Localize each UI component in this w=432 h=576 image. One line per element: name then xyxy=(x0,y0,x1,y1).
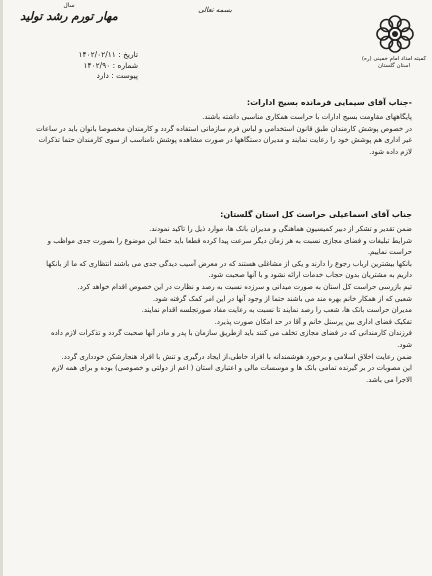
section2-paragraph: تفکیک فضای اداری بین پرسنل خانم و آقا در حد امکان صورت پذیرد. xyxy=(214,317,412,326)
section1-paragraph: پایگاههای مقاومت بسیج ادارات با حراست همکاری مناسبی داشته باشند. xyxy=(202,113,412,121)
section2-paragraph: مدیران حراست بانک ها، شعب را رصد نمایند تا نسبت به رعایت مفاد صورتجلسه اقدام نمایند. xyxy=(141,306,412,315)
section2-paragraph: ضمن رعایت اخلاق اسلامی و برخورد هوشمندانه با افراد خاطی،از ایجاد درگیری و تنش با افراد هنجارشکن خودداری گردد. xyxy=(61,352,412,361)
section2-paragraph: ضمن تقدیر و تشکر از دبیر کمیسیون هماهنگی و مدیران بانک ها، موارد ذیل را تاکید نمودند. xyxy=(149,225,412,233)
slogan-year-label: سال xyxy=(63,2,75,9)
section2-body xyxy=(36,224,412,386)
organization-name: کمیته امداد امام خمینی (ره) استان گلستان xyxy=(361,56,427,69)
section2-paragraph: شرایط تبلیغات و فضای مجازی نسبت به هر زمان دیگر سرعت پیدا کرده قطعا باید حتما این موضوع را بصورت جدی مواظب و حراست نماییم. xyxy=(47,236,412,257)
section2-paragraph: فرزندان کارمندانی که در فضای مجازی تخلف می کنند باید ازطریق سازمان با پدر و مادر آنها صحبت گردد و تذکرات لازم داده شود. xyxy=(51,329,412,349)
section2-heading: جناب آقای اسماعیلی حراست کل استان گلستان: xyxy=(220,210,412,219)
year-slogan xyxy=(10,2,128,40)
section2-paragraph: بانکها بیشترین ارباب رجوع را دارند و یکی از مشاغلی هستند که در معرض آسیب دیدگی جدی می باشند انتظاری که ما از بانکها داریم به مشتریان بدون حجاب خدمات ارائه نشود و با آنها صحبت شود. xyxy=(46,259,412,280)
letter-number: شماره : ۱۴۰۲/۹۰ xyxy=(83,60,138,70)
page-edge xyxy=(0,0,3,576)
slogan-text: مهار تورم رشد تولید xyxy=(20,9,118,23)
basmala: بسمه تعالی xyxy=(198,6,232,14)
section2-paragraph: این مصوبات در بر گیرنده تمامی بانک ها و موسسات مالی و اعتباری استان ( اعم از دولتی و خصوصی) بوده و برای همه لازم الاجرا می باشد. xyxy=(51,364,412,384)
letter-date: تاریخ : ۱۴۰۲/۰۲/۱۱ xyxy=(78,50,138,59)
letter-attachment: پیوست : دارد xyxy=(96,71,138,80)
section1-paragraph: در خصوص پوشش کارمندان طبق قانون استخدامی و لباس فرم سازمانی استفاده گردد و کارمندان مخصوصا بانوان باید در ساعات غیر اداری هم پوشش خود را رعایت نمایند و مدیران دستگاهها در صورت مشاهده پوشش نامناسب از سوی کارمندان حتما تذکرات لازم داده شود. xyxy=(36,124,412,156)
letter-meta xyxy=(18,50,138,82)
section2-paragraph: شعبی که از همکار خانم بهره مند می باشند حتما از وجود آنها در این امر کمک گرفته شود. xyxy=(152,294,412,303)
section1-heading: -جناب آقای سیمایی فرمانده بسیج ادارات: xyxy=(246,98,412,107)
section2-paragraph: تیم بازرسی حراست کل استان به صورت میدانی و سرزده نسبت به رصد و نظارت در این خصوص اقدام خواهد کرد. xyxy=(77,282,412,291)
section1-body xyxy=(36,112,412,158)
